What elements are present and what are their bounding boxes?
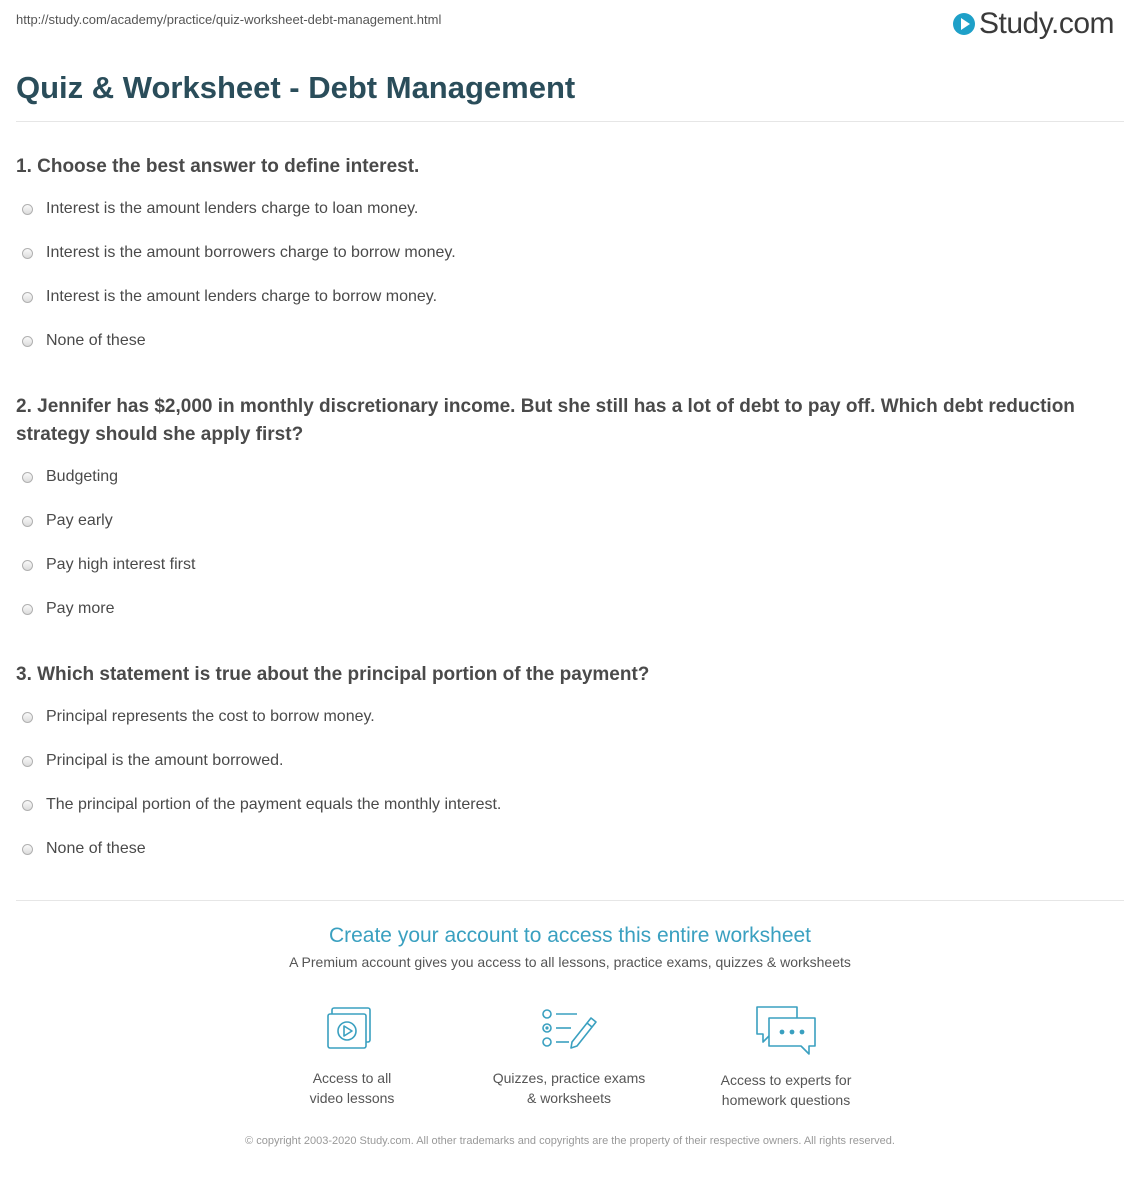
radio-button[interactable]: [22, 248, 33, 259]
option-label: Pay more: [46, 600, 115, 617]
radio-button[interactable]: [22, 292, 33, 303]
q1-option-4[interactable]: [22, 332, 146, 350]
option-label: Budgeting: [46, 468, 119, 485]
q3-option-3[interactable]: [22, 796, 501, 814]
question-2: 2. Jennifer has $2,000 in monthly discretionary income. But she still has a lot of debt to pay off. Which debt reduction strategy should she apply first?: [16, 396, 1075, 445]
option-label: The principal portion of the payment equals the monthly interest.: [46, 796, 502, 813]
radio-button[interactable]: [22, 604, 33, 615]
question-1: 1. Choose the best answer to define interest.: [16, 156, 420, 177]
q1-option-2[interactable]: [22, 244, 456, 262]
q2-option-1[interactable]: [22, 468, 118, 486]
quiz-checklist-icon: [539, 1004, 599, 1054]
feature-label: Access to experts for homework questions: [720, 1072, 852, 1108]
feature-quizzes: [479, 1004, 659, 1108]
option-label: None of these: [46, 332, 146, 349]
copyright-footer: © copyright 2003-2020 Study.com. All other trademarks and copyrights are the property of their respective owners. All rights reserved.: [245, 1135, 895, 1147]
feature-label: Quizzes, practice exams & worksheets: [492, 1070, 646, 1106]
feature-label: Access to all video lessons: [309, 1070, 395, 1106]
option-label: Interest is the amount lenders charge to loan money.: [46, 200, 419, 217]
title-divider: [16, 121, 1124, 122]
radio-button[interactable]: [22, 472, 33, 483]
cta-divider: [16, 900, 1124, 901]
q2-option-4[interactable]: [22, 600, 114, 618]
option-label: Pay high interest first: [46, 556, 196, 573]
q3-option-1[interactable]: [22, 708, 375, 726]
cta-subtitle: A Premium account gives you access to all lessons, practice exams, quizzes & worksheets: [289, 954, 851, 970]
q1-option-1[interactable]: [22, 200, 418, 218]
page-url: http://study.com/academy/practice/quiz-worksheet-debt-management.html: [16, 12, 442, 27]
option-label: Interest is the amount borrowers charge to borrow money.: [46, 244, 456, 261]
q3-option-4[interactable]: [22, 840, 146, 858]
radio-button[interactable]: [22, 516, 33, 527]
radio-button[interactable]: [22, 844, 33, 855]
feature-experts: [696, 1004, 876, 1110]
option-label: Pay early: [46, 512, 113, 529]
option-label: None of these: [46, 840, 146, 857]
q1-option-3[interactable]: [22, 288, 437, 306]
play-logo-icon: [953, 13, 975, 35]
study-logo[interactable]: [953, 6, 1114, 42]
page-title: Quiz & Worksheet - Debt Management: [16, 70, 576, 105]
feature-video-lessons: [262, 1004, 442, 1108]
radio-button[interactable]: [22, 336, 33, 347]
option-label: Principal represents the cost to borrow money.: [46, 708, 375, 725]
create-account-link[interactable]: Create your account to access this entire worksheet: [328, 924, 812, 947]
q2-option-2[interactable]: [22, 512, 113, 530]
radio-button[interactable]: [22, 800, 33, 811]
q2-option-3[interactable]: [22, 556, 195, 574]
logo-text: Study.com: [979, 7, 1114, 40]
radio-button[interactable]: [22, 756, 33, 767]
option-label: Principal is the amount borrowed.: [46, 752, 284, 769]
question-3: 3. Which statement is true about the principal portion of the payment?: [16, 664, 650, 685]
q3-option-2[interactable]: [22, 752, 283, 770]
option-label: Interest is the amount lenders charge to borrow money.: [46, 288, 438, 305]
chat-bubbles-icon: [753, 1004, 819, 1056]
radio-button[interactable]: [22, 204, 33, 215]
video-lessons-icon: [322, 1004, 382, 1054]
radio-button[interactable]: [22, 560, 33, 571]
radio-button[interactable]: [22, 712, 33, 723]
